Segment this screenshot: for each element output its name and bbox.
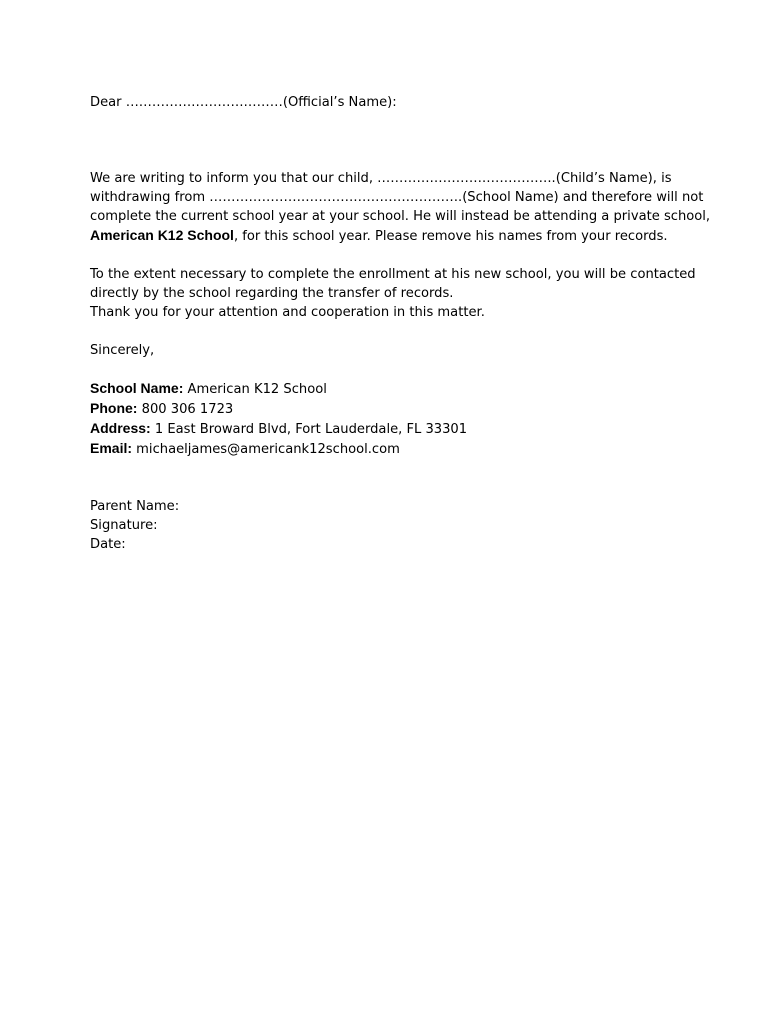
- body-line-3: complete the current school year at your school. He will instead be attending a private school,: [90, 209, 711, 224]
- school-name-value: American K12 School: [183, 382, 327, 397]
- signature-fields: [90, 497, 690, 554]
- signature-field: Signature:: [90, 518, 158, 533]
- body-line-4-rest: , for this school year. Please remove his names from your records.: [233, 229, 668, 244]
- paragraph2-line-2: directly by the school regarding the transfer of records.: [90, 286, 454, 301]
- phone-value: 800 306 1723: [137, 402, 234, 417]
- paragraph2-line-1: To the extent necessary to complete the enrollment at his new school, you will be contacted: [90, 267, 696, 282]
- phone-label: Phone:: [90, 400, 138, 416]
- salutation: Dear ………………………………(Official’s Name):: [90, 95, 397, 110]
- withdrawal-letter: [90, 93, 711, 554]
- contact-school: [90, 379, 690, 399]
- closing: Sincerely,: [90, 343, 155, 358]
- contact-address: [90, 419, 690, 439]
- parent-name-field: Parent Name:: [90, 499, 180, 514]
- body-line-1: We are writing to inform you that our child, …………………………………..(Child’s Name), is: [90, 171, 672, 186]
- contact-email: [90, 439, 690, 459]
- school-name-label: School Name:: [90, 380, 184, 396]
- email-value: michaeljames@americank12school.com: [132, 442, 400, 457]
- second-paragraph: [90, 265, 696, 322]
- contact-block: [90, 379, 690, 459]
- paragraph2-line-3: Thank you for your attention and cooperation in this matter.: [90, 305, 485, 320]
- address-value: 1 East Broward Blvd, Fort Lauderdale, FL 33301: [150, 422, 468, 437]
- date-field: Date:: [90, 537, 126, 552]
- body-line-2: withdrawing from ………………………………………………….(School Name) and therefore will not: [90, 190, 704, 205]
- contact-phone: [90, 399, 690, 419]
- body-line-4: [90, 226, 690, 246]
- private-school-name: American K12 School: [90, 227, 234, 243]
- body-paragraph: [90, 169, 711, 246]
- email-label: Email:: [90, 440, 133, 456]
- address-label: Address:: [90, 420, 151, 436]
